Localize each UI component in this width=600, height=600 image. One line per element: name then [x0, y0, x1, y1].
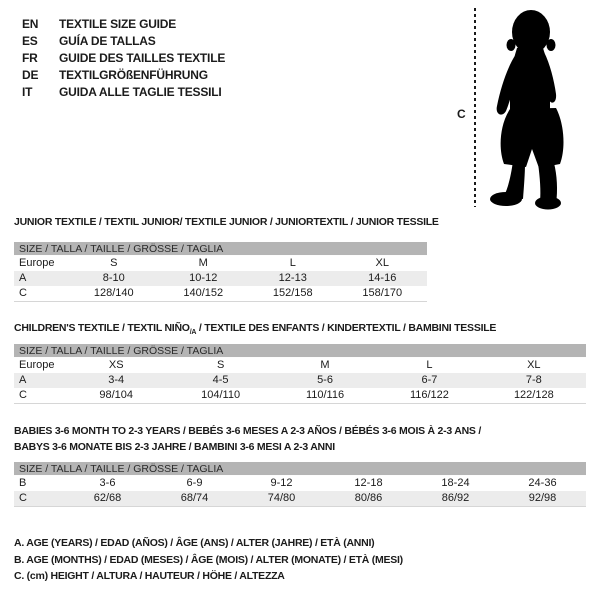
junior-section-title: JUNIOR TEXTILE / TEXTIL JUNIOR/ TEXTILE JUNIOR / JUNIORTEXTIL / JUNIOR TESSILE [14, 216, 439, 228]
size-cell: S [110, 257, 118, 269]
height-cell: 140/152 [183, 287, 224, 299]
table-row [14, 358, 586, 373]
table-row [14, 491, 586, 506]
size-cell: L [426, 359, 433, 371]
row-label: C [19, 492, 27, 504]
language-row-it [22, 83, 225, 100]
children-title-pre: CHILDREN'S TEXTILE / TEXTIL NIÑO [14, 322, 190, 334]
size-table-header: SIZE / TALLA / TAILLE / GRÖSSE / TAGLIA [14, 462, 586, 476]
height-cell: 116/122 [409, 389, 449, 401]
babies-size-table [14, 462, 586, 507]
height-cell: 80/86 [354, 492, 383, 504]
language-label: GUIDE DES TAILLES TEXTILE [59, 50, 226, 65]
babies-section-title [14, 423, 481, 455]
children-title-post: / TEXTILE DES ENFANTS / KINDERTEXTIL / BAMBINI TESSILE [196, 322, 497, 334]
measurement-legend [14, 535, 403, 585]
row-label: Europe [19, 257, 55, 269]
age-cell: 6-7 [421, 374, 438, 386]
age-cell: 10-12 [189, 272, 218, 284]
children-title-subscript: /A [189, 329, 197, 337]
size-cell: L [289, 257, 296, 269]
height-cell: 104/110 [201, 389, 241, 401]
size-cell: XL [375, 257, 389, 269]
children-section-title [14, 322, 496, 336]
size-cell: XS [108, 359, 124, 371]
language-code: EN [22, 16, 39, 31]
height-cell: 98/104 [99, 389, 134, 401]
row-label: A [19, 272, 27, 284]
table-row [14, 388, 586, 403]
size-table-header: SIZE / TALLA / TAILLE / GRÖSSE / TAGLIA [14, 344, 586, 358]
language-row-es [22, 32, 225, 49]
language-row-de [22, 66, 225, 83]
age-cell: 9-12 [270, 477, 293, 489]
legend-line-b: B. AGE (MONTHS) / EDAD (MESES) / ÂGE (MOIS) / ALTER (MONATE) / ETÀ (MESI) [14, 553, 403, 566]
height-cell: 62/68 [93, 492, 122, 504]
height-measure-dashed-line [474, 8, 476, 207]
language-code: IT [22, 84, 33, 99]
height-cell: 122/128 [513, 389, 554, 401]
height-cell: 86/92 [441, 492, 470, 504]
table-row [14, 256, 427, 271]
babies-table-body [14, 476, 586, 507]
height-cell: 158/170 [362, 287, 403, 299]
size-cell: XL [527, 359, 541, 371]
junior-table-body [14, 256, 427, 302]
language-label: TEXTILGRÖßENFÜHRUNG [59, 67, 208, 82]
age-cell: 6-9 [186, 477, 203, 489]
size-cell: M [320, 359, 330, 371]
table-row [14, 286, 427, 301]
legend-line-a: A. AGE (YEARS) / EDAD (AÑOS) / ÂGE (ANS) / ALTER (JAHRE) / ETÀ (ANNI) [14, 537, 375, 549]
children-size-table [14, 344, 586, 404]
size-table-header: SIZE / TALLA / TAILLE / GRÖSSE / TAGLIA [14, 242, 427, 256]
height-cell: 152/158 [272, 287, 313, 299]
height-cell: 110/116 [305, 389, 345, 401]
language-row-en [22, 15, 225, 32]
size-cell: M [198, 257, 208, 269]
babies-title-line1: BABIES 3-6 MONTH TO 2-3 YEARS / BEBÉS 3-6 MESES A 2-3 AÑOS / BÉBÉS 3-6 MOIS À 2-3 ANS / [14, 425, 482, 437]
language-row-fr [22, 49, 225, 66]
language-code: FR [22, 50, 38, 65]
height-cell: 68/74 [180, 492, 209, 504]
age-cell: 12-18 [354, 477, 383, 489]
legend-line-c: C. (cm) HEIGHT / ALTURA / HAUTEUR / HÖHE / ALTEZZA [14, 570, 285, 582]
row-label: C [19, 389, 27, 401]
table-row [14, 373, 586, 388]
table-row [14, 476, 586, 491]
age-cell: 7-8 [525, 374, 542, 386]
language-label: TEXTILE SIZE GUIDE [59, 16, 177, 31]
children-table-body [14, 358, 586, 404]
age-cell: 3-4 [108, 374, 125, 386]
language-label: GUÍA DE TALLAS [59, 33, 156, 48]
height-cell: 74/80 [267, 492, 296, 504]
age-cell: 4-5 [212, 374, 229, 386]
age-cell: 8-10 [102, 272, 125, 284]
language-code: ES [22, 33, 38, 48]
age-cell: 5-6 [317, 374, 333, 386]
size-cell: S [216, 359, 225, 371]
height-cell: 92/98 [528, 492, 557, 504]
table-row [14, 271, 427, 286]
language-label: GUIDA ALLE TAGLIE TESSILI [59, 84, 222, 99]
language-header [22, 15, 225, 100]
row-label: A [19, 374, 27, 386]
row-label: C [19, 287, 27, 299]
age-cell: 18-24 [441, 477, 470, 489]
babies-title-line2: BABYS 3-6 MONATE BIS 2-3 JAHRE / BAMBINI 3-6 MESI A 2-3 ANNI [14, 441, 335, 453]
row-label: Europe [19, 359, 55, 371]
height-cell: 128/140 [93, 287, 134, 299]
age-cell: 14-16 [368, 272, 397, 284]
age-cell: 24-36 [528, 477, 557, 489]
language-code: DE [22, 67, 39, 82]
junior-size-table [14, 242, 427, 302]
age-cell: 3-6 [99, 477, 116, 489]
row-label: B [19, 477, 27, 489]
height-measure-label: C [457, 107, 466, 121]
baby-silhouette-icon [486, 6, 586, 210]
age-cell: 12-13 [278, 272, 307, 284]
